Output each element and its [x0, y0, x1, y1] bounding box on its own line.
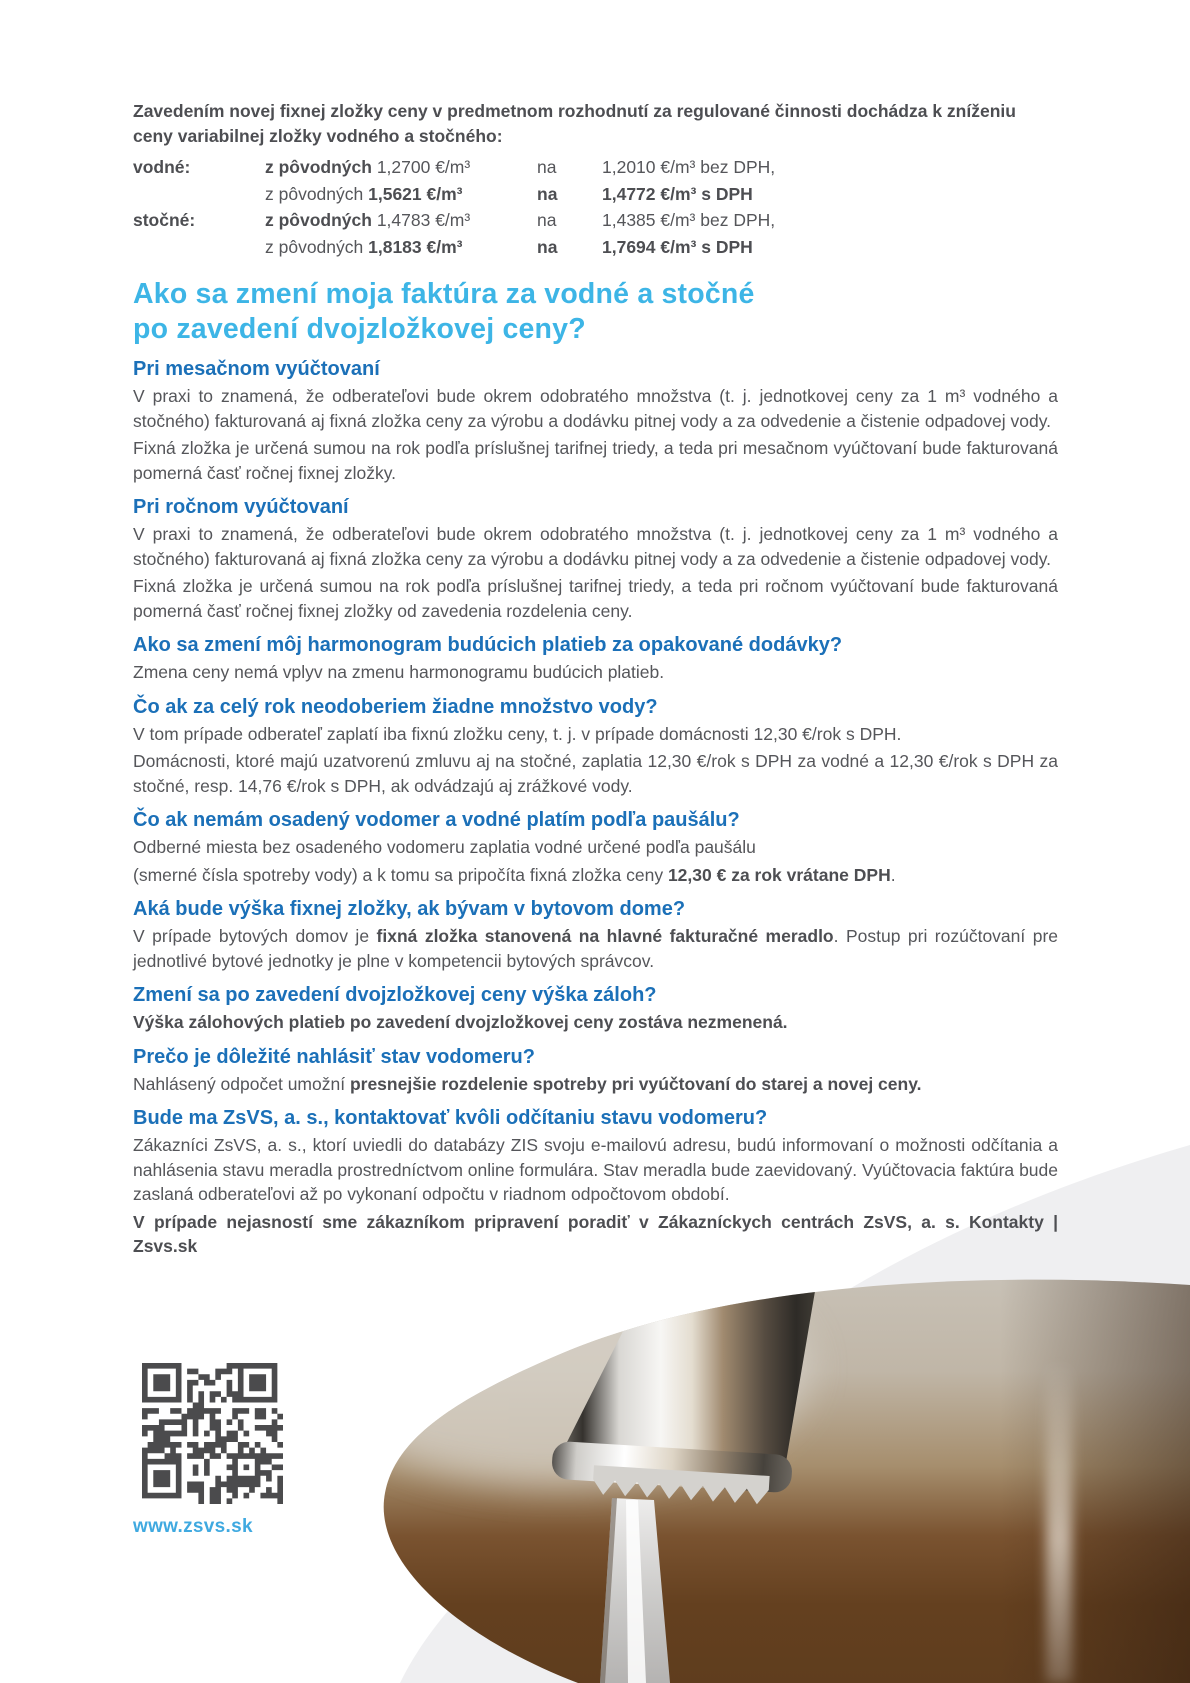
section-paragraph — [133, 660, 1058, 685]
faq-sections — [133, 357, 1058, 1259]
section-heading: Aká bude výška fixnej zložky, ak bývam v bytovom dome? — [133, 898, 686, 920]
section-heading: Bude ma ZsVS, a. s., kontaktovať kvôli odčítaniu stavu vodomeru? — [133, 1107, 768, 1129]
body-text: V praxi to znamená, že odberateľovi bude okrem odobratého množstva (t. j. jednotkovej ceny za 1 m³ vodného a stočného) fakturovaná aj fixná zložka ceny za výrobu a dodávku pitnej vody a za odvedenie a čistenie odpadovej vody. — [133, 524, 1058, 569]
faq-section — [133, 633, 1058, 685]
faq-section — [133, 495, 1058, 623]
price-new-value: 1,2010 €/m³ bez DPH, — [602, 157, 776, 177]
emphasis-text: Výška zálohových platieb po zavedení dvojzložkovej ceny zostáva nezmenená. — [133, 1012, 788, 1032]
main-heading-line1: Ako sa zmení moja faktúra za vodné a stočné — [133, 278, 755, 310]
body-text: V praxi to znamená, že odberateľovi bude okrem odobratého množstva (t. j. jednotkovej ceny za 1 m³ vodného a stočného) fakturovaná aj fixná zložka ceny za výrobu a dodávku pitnej vody a za odvedenie a čistenie odpadovej vody. — [133, 386, 1058, 431]
body-text: . Postup pri rozúčtovaní pre jednotlivé bytové jednotky je plne v kompetencii bytových správcov. — [133, 926, 1058, 971]
price-row-label — [133, 181, 265, 208]
main-heading-line2: po zavedení dvojzložkovej ceny? — [133, 313, 586, 345]
faq-section — [133, 357, 1058, 485]
price-row-original — [265, 234, 537, 261]
price-table — [133, 154, 1058, 260]
section-heading: Ako sa zmení môj harmonogram budúcich platieb za opakované dodávky? — [133, 634, 843, 656]
price-row-original — [265, 154, 537, 181]
price-old-value: 1,8183 €/m³ — [368, 236, 463, 257]
body-text: Nahlásený odpočet umožní — [133, 1073, 350, 1094]
faq-section — [133, 1045, 1058, 1097]
price-row-original — [265, 207, 537, 234]
section-paragraph — [133, 722, 1058, 747]
intro-paragraph: Zavedením novej fixnej zložky ceny v predmetnom rozhodnutí za regulované činnosti dochádza k zníženiu ceny variabilnej zložky vodného a stočného: — [133, 101, 1016, 146]
main-heading — [133, 277, 1058, 347]
section-paragraph — [133, 1010, 1058, 1035]
body-text: Zákazníci ZsVS, a. s., ktorí uviedli do databázy ZIS svoju e-mailovú adresu, budú informovaní o možnosti odčítania a nahlásenia stavu meradla prostredníctvom online formulára. Stav meradla bude zaevidovaný. Vyúčtovacia faktúra bude zaslaná odberateľovi až po vykonaní odpočtu v riadnom odpočtovom období. — [133, 1135, 1058, 1204]
price-prefix: z pôvodných — [265, 236, 369, 257]
section-paragraph — [133, 384, 1058, 433]
section-paragraph — [133, 1210, 1058, 1259]
price-conjunction: na — [537, 236, 558, 257]
emphasis-text: 12,30 € za rok vrátane DPH — [667, 864, 891, 885]
section-heading: Čo ak za celý rok neodoberiem žiadne množstvo vody? — [133, 695, 658, 718]
price-old-value: 1,2700 €/m³ — [376, 157, 471, 177]
price-row-original — [265, 181, 537, 208]
price-conjunction: na — [537, 157, 557, 177]
section-heading: Zmení sa po zavedení dvojzložkovej ceny výška záloh? — [133, 984, 657, 1006]
price-row — [133, 154, 1058, 181]
body-text: Zmena ceny nemá vplyv na zmenu harmonogramu budúcich platieb. — [133, 662, 665, 682]
price-prefix: z pôvodných — [265, 183, 369, 204]
faq-section — [133, 1106, 1058, 1259]
price-new-value: 1,4385 €/m³ bez DPH, — [602, 210, 776, 230]
section-heading: Pri ročnom vyúčtovaní — [133, 496, 349, 518]
faq-section — [133, 983, 1058, 1035]
faq-section — [133, 695, 1058, 799]
section-paragraph — [133, 863, 1058, 888]
price-conjunction: na — [537, 183, 558, 204]
section-heading: Čo ak nemám osadený vodomer a vodné platím podľa paušálu? — [133, 809, 740, 831]
section-paragraph — [133, 835, 1058, 860]
price-row-label — [133, 234, 265, 261]
price-old-value: 1,5621 €/m³ — [368, 183, 463, 204]
section-paragraph — [133, 749, 1058, 798]
background-reflection — [1046, 1355, 1072, 1683]
price-row — [133, 181, 1058, 208]
body-text: V prípade bytových domov je — [133, 926, 377, 946]
faq-section — [133, 897, 1058, 973]
body-text: Domácnosti, ktoré majú uzatvorenú zmluvu aj na stočné, zaplatia 12,30 €/rok s DPH za vodné a 12,30 €/rok s DPH za stočné, resp. 14,76 €/rok s DPH, ak odvádzajú aj zrážkové vody. — [133, 751, 1058, 796]
emphasis-text: V prípade nejasností sme zákazníkom pripravení poradiť v Zákazníckych centrách ZsVS, a. s. Kontakty | Zsvs.sk — [133, 1211, 1058, 1256]
price-prefix: z pôvodných — [265, 210, 377, 230]
section-paragraph — [133, 1133, 1058, 1207]
section-paragraph — [133, 522, 1058, 571]
faq-section — [133, 808, 1058, 887]
section-paragraph — [133, 924, 1058, 973]
price-row-label: vodné: — [133, 157, 191, 177]
emphasis-text: presnejšie rozdelenie spotreby pri vyúčtovaní do starej a novej ceny. — [349, 1073, 922, 1094]
body-text: (smerné čísla spotreby vody) a k tomu sa pripočíta fixná zložka ceny — [133, 864, 668, 885]
body-text: . — [890, 864, 896, 885]
price-conjunction: na — [537, 210, 557, 230]
price-new-value: 1,4772 €/m³ s DPH — [602, 183, 753, 204]
price-row — [133, 234, 1058, 261]
section-paragraph — [133, 1072, 1058, 1097]
price-row — [133, 207, 1058, 234]
price-prefix: z pôvodných — [265, 157, 377, 177]
water-tap-photo — [310, 1250, 1190, 1683]
price-row-label: stočné: — [133, 210, 196, 230]
website-link[interactable]: www.zsvs.sk — [133, 1516, 253, 1537]
body-text: Fixná zložka je určená sumou na rok podľa príslušnej tarifnej triedy, a teda pri mesačnom vyúčtovaní bude fakturovaná pomerná časť ročnej fixnej zložky. — [133, 438, 1058, 483]
section-paragraph — [133, 436, 1058, 485]
price-new-value: 1,7694 €/m³ s DPH — [602, 236, 753, 257]
price-old-value: 1,4783 €/m³ — [376, 210, 471, 230]
emphasis-text: fixná zložka stanovená na hlavné fakturačné meradlo — [376, 926, 834, 946]
section-paragraph — [133, 574, 1058, 623]
section-heading: Pri mesačnom vyúčtovaní — [133, 358, 380, 380]
qr-pattern — [142, 1363, 283, 1504]
body-text: Fixná zložka je určená sumou na rok podľa príslušnej tarifnej triedy, a teda pri ročnom vyúčtovaní bude fakturovaná pomerná časť ročnej fixnej zložky od zavedenia rozdelenia ceny. — [133, 576, 1058, 621]
body-text: V tom prípade odberateľ zaplatí iba fixnú zložku ceny, t. j. v prípade domácnosti 12,30 €/rok s DPH. — [133, 723, 902, 744]
qr-code — [142, 1363, 283, 1504]
body-text: Odberné miesta bez osadeného vodomeru zaplatia vodné určené podľa paušálu — [133, 837, 756, 857]
section-heading: Prečo je dôležité nahlásiť stav vodomeru? — [133, 1045, 535, 1068]
